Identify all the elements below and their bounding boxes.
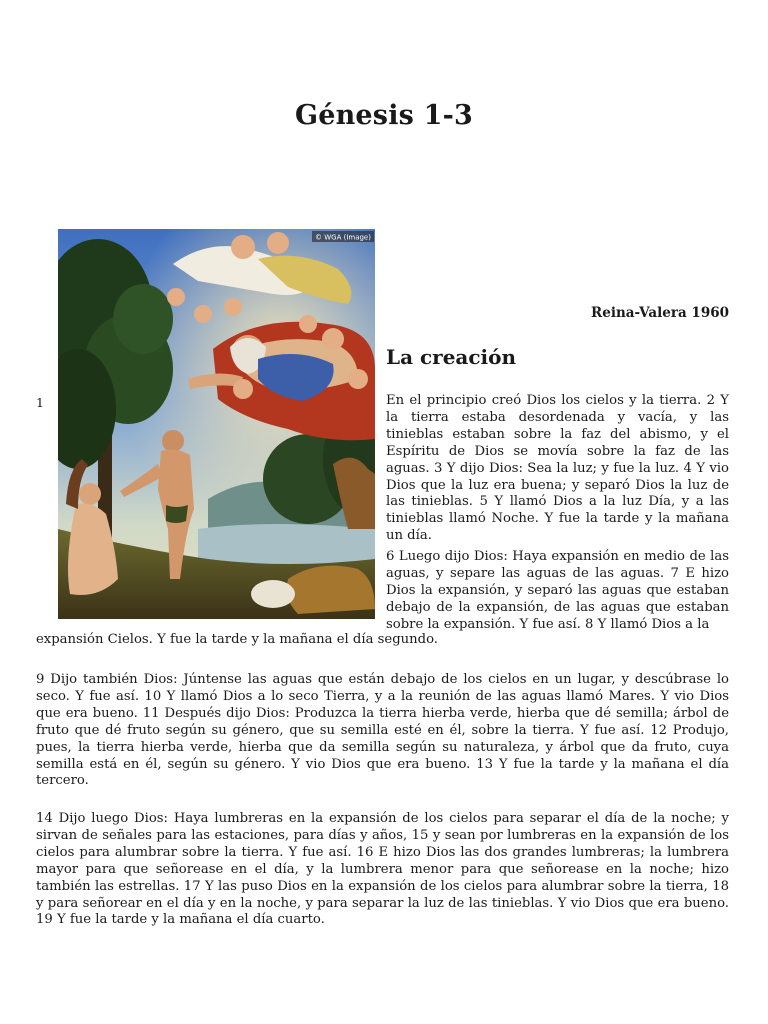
- bible-version-label: Reina-Valera 1960: [591, 305, 729, 321]
- section-heading: La creación: [386, 345, 517, 369]
- paragraph-verses-6-8: 6 Luego dijo Dios: Haya expansión en medio de las aguas, y separe las aguas de las aguas. 7 E hizo Dios la expansión, y separó las aguas que estaban debajo de la expansión, de las aguas que estaban sobre la expansión. Y fue así. 8 Y llamó Dios a la: [386, 549, 729, 632]
- chapter-number: 1: [36, 395, 44, 410]
- creation-painting: [58, 229, 375, 619]
- paragraph-verses-14-19: 14 Dijo luego Dios: Haya lumbreras en la expansión de los cielos para separar el día de la noche; y sirvan de señales para las estaciones, para días y años, 15 y sean por lumbreras en la expansión de los cielos para alumbrar sobre la tierra. Y fue así. 16 E hizo Dios las dos grandes lumbreras; la lumbrera mayor para que señorease en el día, y la lumbrera menor para que señorease en la noche; hizo también las estrellas. 17 Y las puso Dios en la expansión de los cielos para alumbrar sobre la tierra, 18 y para señorear en el día y en la noche, y para separar la luz de las tinieblas. Y vio Dios que era bueno. 19 Y fue la tarde y la mañana el día cuarto.: [36, 811, 729, 928]
- page-title: Génesis 1-3: [294, 100, 474, 131]
- paragraph-verses-9-13: 9 Dijo también Dios: Júntense las aguas que están debajo de los cielos en un lugar, y descúbrase lo seco. Y fue así. 10 Y llamó Dios a lo seco Tierra, y a la reunión de las aguas llamó Mares. Y vio Dios que era bueno. 11 Después dijo Dios: Produzca la tierra hierba verde, hierba que dé semilla; árbol de fruto que dé fruto según su género, que su semilla esté en él, sobre la tierra. Y fue así. 12 Produjo, pues, la tierra hierba verde, hierba que da semilla según su naturaleza, y árbol que da fruto, cuya semilla está en él, según su género. Y vio Dios que era bueno. 13 Y fue la tarde y la mañana el día tercero.: [36, 672, 729, 789]
- paragraph-verses-1-5: En el principio creó Dios los cielos y la tierra. 2 Y la tierra estaba desordenada y vacía, y las tinieblas estaban sobre la faz del abismo, y el Espíritu de Dios se movía sobre la faz de las aguas. 3 Y dijo Dios: Sea la luz; y fue la luz. 4 Y vio Dios que la luz era buena; y separó Dios la luz de las tinieblas. 5 Y llamó Dios a la luz Día, y a las tinieblas llamó Noche. Y fue la tarde y la mañana un día.: [386, 393, 729, 544]
- painting-watermark: © WGA (Image): [315, 233, 371, 242]
- paragraph-verses-6-8-continuation: expansión Cielos. Y fue la tarde y la mañana el día segundo.: [36, 632, 438, 647]
